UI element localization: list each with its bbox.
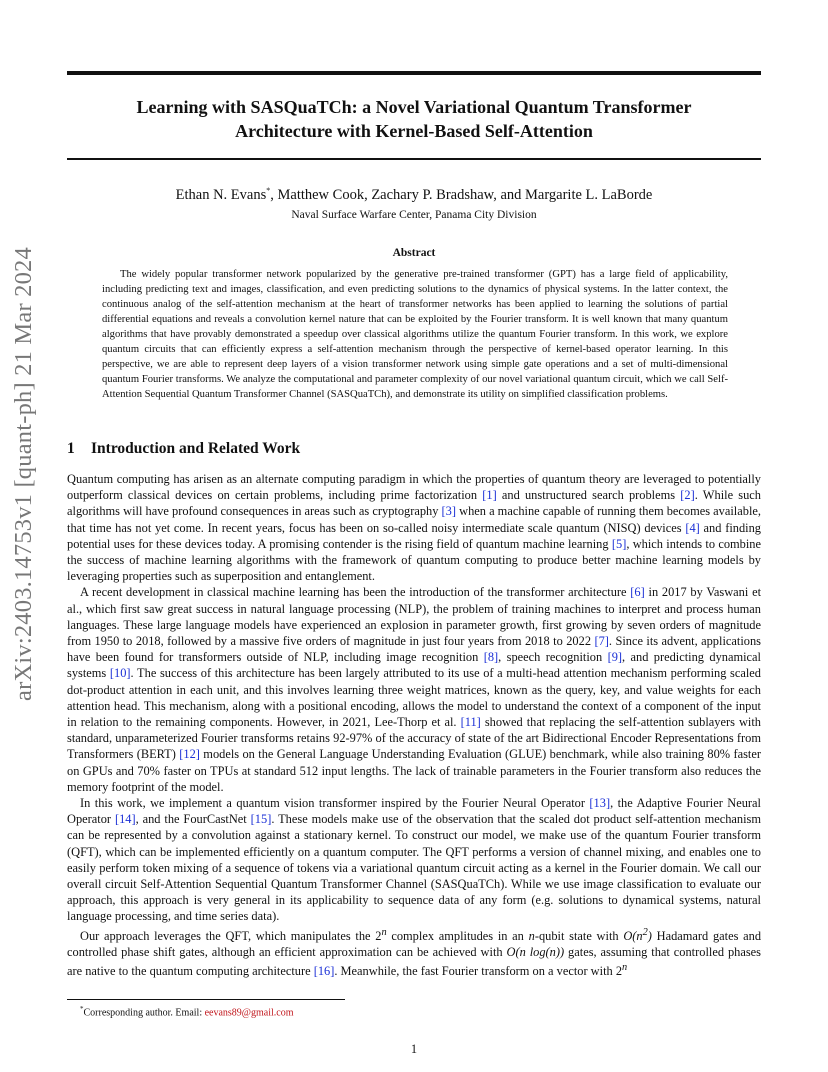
- paragraph-4: [67, 925, 761, 980]
- paragraph-1: [67, 471, 761, 584]
- math-n: n: [528, 928, 535, 943]
- section-number: 1: [67, 440, 75, 457]
- page-number: 1: [410, 1042, 418, 1056]
- footnote-text: Corresponding author. Email:: [83, 1007, 205, 1019]
- text-run: complex amplitudes in an: [386, 928, 529, 943]
- text-run: , the Adaptive Fourier Neural Operator: [67, 796, 761, 827]
- email-link[interactable]: eevans89@gmail.com: [204, 1007, 294, 1019]
- title-line-2: Architecture with Kernel-Based Self-Attention: [235, 121, 593, 141]
- paragraph-3: [67, 795, 761, 925]
- affiliation: Naval Surface Warfare Center, Panama City Division: [291, 209, 537, 221]
- citation-link[interactable]: [14]: [114, 812, 136, 827]
- section-title: Introduction and Related Work: [91, 440, 301, 457]
- math-exponent: n: [381, 926, 387, 938]
- author-first: Ethan N. Evans: [175, 187, 267, 203]
- text-run: models on the General Language Understanding Evaluation (GLUE) benchmark, while also training 80% faster on GPUs and 70% faster on TPUs at standard 512 input lengths. The lack of trainable parameters in the Fourier transform also reduces the memory footprint of the model.: [67, 747, 761, 794]
- section-heading: [67, 440, 300, 458]
- text-run: , and predicting dynamical systems: [67, 650, 761, 681]
- text-run: , and the FourCastNet: [135, 812, 251, 827]
- citation-link[interactable]: [12]: [179, 747, 200, 762]
- citation-link[interactable]: [2]: [680, 488, 695, 503]
- title-rule-bottom: [67, 158, 761, 160]
- author-rest: , Matthew Cook, Zachary P. Bradshaw, and Margarite L. LaBorde: [270, 187, 653, 203]
- math-base: 2: [615, 964, 623, 979]
- title-line-1: Learning with SASQuaTCh: a Novel Variational Quantum Transformer: [136, 97, 692, 117]
- citation-link[interactable]: [7]: [594, 634, 609, 649]
- citation-link[interactable]: [9]: [607, 650, 623, 665]
- text-run: Quantum computing has arisen as an alternate computing paradigm in which the properties of quantum theory are leveraged to potentially outperform classical devices on certain problems, including prime factorization: [67, 472, 761, 503]
- citation-link[interactable]: [8]: [483, 650, 499, 665]
- footnote-rule: [67, 999, 345, 1000]
- text-run: and unstructured search problems: [496, 488, 681, 503]
- author-list: [67, 185, 761, 205]
- text-run: In this work, we implement a quantum vision transformer inspired by the Fourier Neural Operator: [80, 796, 590, 811]
- paper-title: [67, 95, 761, 143]
- text-run: . These models make use of the observation that the scaled dot product self-attention mechanism can be represented by a convolution against a stationary kernel. To construct our model, we make use of the quantum Fourier transform (QFT), which can be implemented efficiently on a quantum computer. The QFT performs a version of channel mixing, and enables one to easily perform token mixing of a sequence of tokens via a variational quantum circuit acting as a kernel in the Fourier domain. We call our overall circuit Self-Attention Sequential Quantum Transformer Channel (SASQuaTCh). While we use image classification to evaluate our approach, this approach is very general in its applicability to sequence data of any form (e.g. solutions to dynamical systems, natural language processing, and time series data).: [67, 812, 761, 924]
- math-exponent: n: [622, 962, 628, 974]
- body-text: [67, 471, 761, 980]
- math-base: 2: [375, 928, 382, 943]
- citation-link[interactable]: [10]: [109, 666, 131, 681]
- abstract-text: The widely popular transformer network popularized by the generative pre-trained transformer (GPT) has a large field of applicability, including predicting text and images, classification, and even predicting solutions to the dynamics of physical systems. In the latter context, the continuous analog of the self-attention mechanism at the heart of transformer networks has been applied to learning the solutions of partial differential equations and reveals a convolution kernel nature that can be exploited by the Fourier transform. It is well known that many quantum algorithms that have provably demonstrated a speedup over classical algorithms utilize the quantum Fourier transform. In this work, we explore quantum circuits that can efficiently express a self-attention mechanism through the perspective of kernel-based operator learning. In this perspective, we are able to represent deep layers of a vision transformer network using simple gate operations and a set of multi-dimensional quantum Fourier transforms. We analyze the computational and parameter complexity of our novel variational quantum circuit, which we call Self-Attention Sequential Quantum Transformer Channel (SASQuaTCh), and demonstrate its utility on simplified classification problems.: [102, 269, 728, 400]
- text-run: . Since its advent, applications have been found for transformers outside of NLP, including image recognition: [67, 634, 761, 665]
- text-run: , speech recognition: [498, 650, 608, 665]
- arxiv-stamp-text: arXiv:2403.14753v1 [quant-ph] 21 Mar 2024: [10, 247, 37, 701]
- footnote-mark: *: [80, 1005, 84, 1013]
- title-rule-top: [67, 71, 761, 75]
- math-2n: [375, 926, 387, 943]
- text-run: when a machine capable of running them becomes available, that time has not yet come. In recent years, focus has been on so-called noisy intermediate scale quantum (NISQ) devices: [67, 504, 761, 535]
- text-run: Hadamard gates and controlled phase shift gates, although an efficient approximation can be achieved with: [67, 928, 762, 960]
- citation-link[interactable]: [16]: [313, 964, 335, 979]
- text-run: . The success of this architecture has been largely attributed to its use of a multi-head attention mechanism performing scaled dot-product attention in each unit, and this involves learning three weight matrices, known as the query, key, and value weights for each attention head. This mechanism, along with a positional encoding, allows the model to understand the context of a component of the input in relation to the remaining components. However, in 2021, Lee-Thorp et al.: [67, 666, 761, 730]
- math-o-n2: [623, 926, 652, 943]
- citation-link[interactable]: [5]: [611, 536, 627, 551]
- math-base: O(n: [623, 928, 643, 943]
- text-run: , which intends to combine the success of machine learning algorithms with the framework of quantum computing to produce better machine learning models by leveraging properties such as superposition and entanglement.: [67, 536, 761, 584]
- text-run: . While such algorithms will have profound consequences in areas such as cryptography: [67, 488, 761, 519]
- text-run: . Meanwhile, the fast Fourier transform on a vector with: [334, 964, 616, 979]
- text-run: showed that replacing the self-attention sublayers with standard, unparameterized Fourier transforms retains 92-97% of the accuracy of state of the art Bidirectional Encoder Representations from Transformers (BERT): [67, 715, 761, 762]
- citation-link[interactable]: [4]: [685, 520, 700, 535]
- abstract-heading: Abstract: [392, 247, 436, 259]
- citation-link[interactable]: [3]: [441, 504, 456, 519]
- citation-link[interactable]: [1]: [482, 488, 497, 503]
- citation-link[interactable]: [11]: [460, 715, 481, 730]
- corresponding-mark: *: [266, 186, 271, 196]
- text-run: gates, assuming that controlled phases are native to the quantum computing architecture: [67, 945, 761, 979]
- text-run: in 2017 by Vaswani et al., which first saw great success in natural language processing (NLP), the problem of training machines to interpret and process human languages. These large language models have experienced an explosion in parameter growth, first growing by seven orders of magnitude from 1950 to 2018, followed by a massive five orders of magnitude in just four years from 2018 to 2022: [67, 585, 762, 649]
- text-run: Our approach leverages the QFT, which manipulates the: [80, 928, 376, 943]
- text-run: and finding potential uses for these devices today. A promising contender is the rising field of quantum machine learning: [67, 520, 761, 551]
- text-run: -qubit state with: [534, 928, 624, 943]
- math-o-nlogn: O(n log(n)): [506, 945, 565, 960]
- math-2n-end: [616, 964, 627, 978]
- citation-link[interactable]: [15]: [250, 812, 272, 827]
- citation-link[interactable]: [6]: [630, 585, 645, 600]
- citation-link[interactable]: [13]: [589, 796, 611, 811]
- footnote: [80, 1003, 294, 1019]
- paragraph-2: [67, 584, 761, 795]
- math-exponent: 2: [642, 926, 648, 938]
- math-close: ): [647, 928, 652, 943]
- text-run: A recent development in classical machine learning has been the introduction of the transformer architecture: [80, 585, 631, 600]
